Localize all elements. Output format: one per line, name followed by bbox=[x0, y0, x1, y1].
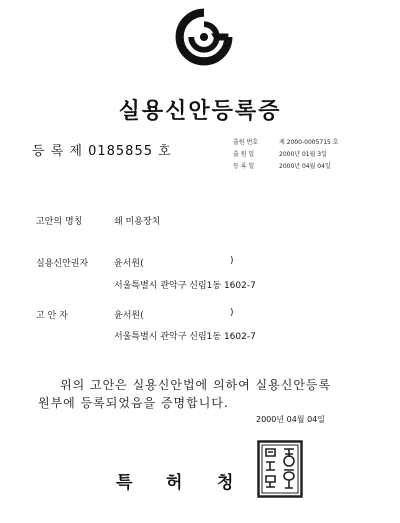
korean-government-emblem-icon bbox=[175, 8, 233, 66]
invention-title-value: 쇄 미용장치 bbox=[114, 217, 161, 227]
statement-line-1: 위의 고안은 실용신안법에 의하여 실용신안등록 bbox=[60, 378, 332, 392]
office-name-char-3: 청 bbox=[217, 473, 234, 493]
registration-label: 등 록 제 bbox=[32, 144, 83, 159]
office-name-char-1: 특 bbox=[116, 473, 133, 493]
registration-suffix: 호 bbox=[158, 144, 172, 159]
inventor-name: 윤서원( bbox=[114, 311, 144, 321]
inventor-paren-close: ) bbox=[230, 308, 234, 318]
registration-date-label: 등 록 일 bbox=[233, 163, 255, 170]
owner-name: 윤서원( bbox=[114, 259, 144, 269]
inventor-address: 서울특별시 관악구 신림1동 1602-7 bbox=[114, 332, 256, 342]
official-seal-stamp bbox=[257, 440, 303, 498]
application-number-value: 제 2000-0005715 호 bbox=[279, 139, 339, 146]
owner-label: 실용신안권자 bbox=[36, 259, 89, 269]
invention-title-label: 고안의 명칭 bbox=[36, 217, 83, 227]
registration-date-value: 2000년 04월 04일 bbox=[279, 163, 331, 170]
owner-paren-close: ) bbox=[230, 256, 234, 266]
owner-address: 서울특별시 관악구 신림1동 1602-7 bbox=[114, 281, 256, 291]
inventor-label: 고 안 자 bbox=[36, 311, 68, 321]
registration-number-line bbox=[32, 140, 172, 159]
registration-number: 0185855 bbox=[88, 144, 153, 159]
filing-date-label: 출 원 일 bbox=[233, 151, 255, 158]
filing-date-value: 2000년 01월 3일 bbox=[279, 151, 327, 158]
application-number-label: 출원 번호 bbox=[233, 139, 259, 146]
certificate-title: 실용신안등록증 bbox=[118, 99, 282, 124]
issue-date: 2000년 04월 04일 bbox=[256, 415, 325, 424]
office-name-char-2: 허 bbox=[166, 473, 183, 493]
statement-line-2: 원부에 등록되었음을 증명합니다. bbox=[38, 396, 229, 410]
